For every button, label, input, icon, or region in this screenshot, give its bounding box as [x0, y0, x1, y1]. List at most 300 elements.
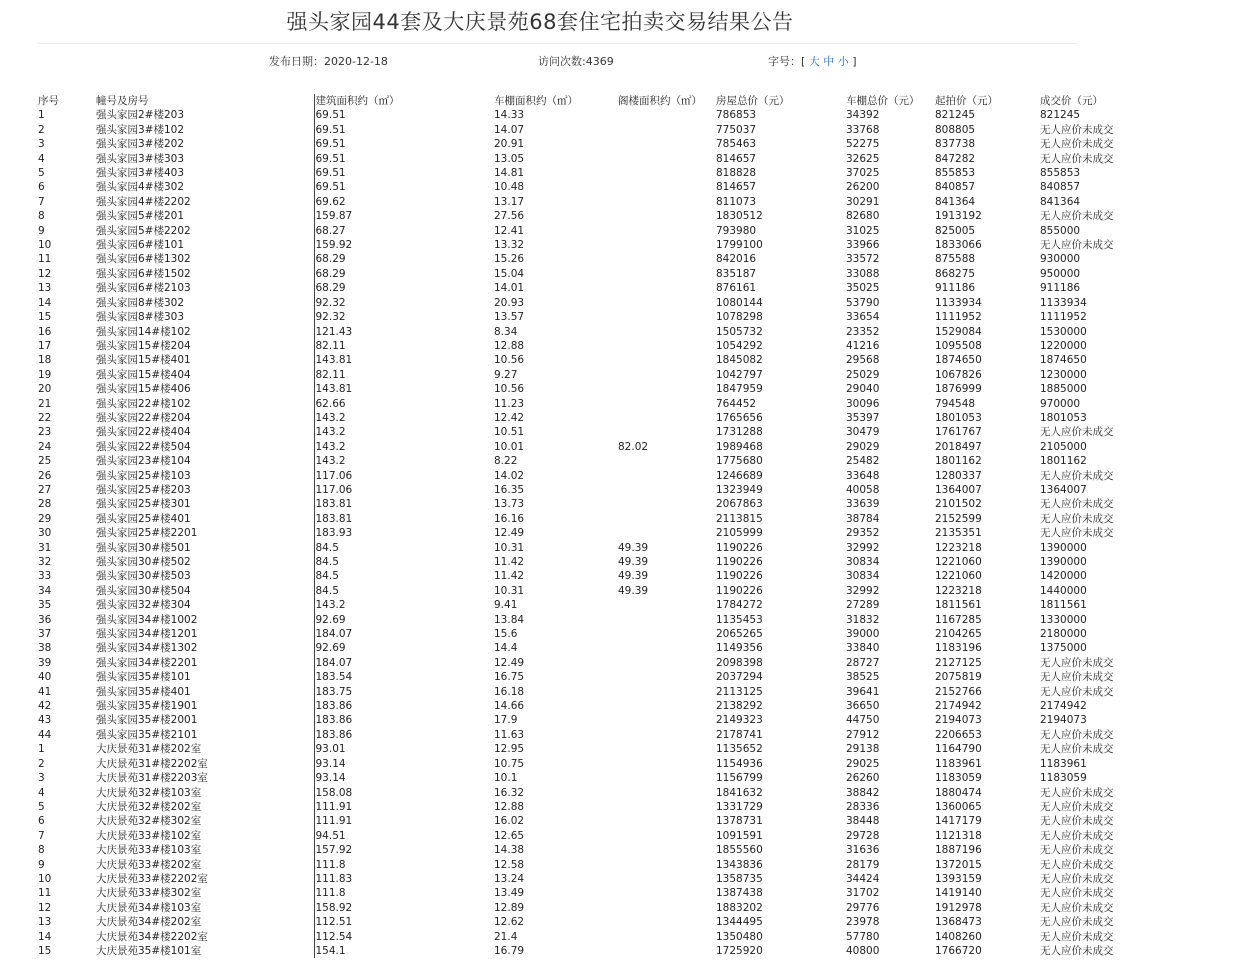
cell-index: 28 [38, 498, 52, 511]
cell-shed-area: 10.75 [494, 757, 525, 770]
cell-deal-price: 821245 [1040, 109, 1081, 122]
cell-shed-price: 33768 [846, 123, 880, 136]
cell-index: 16 [38, 325, 52, 338]
cell-index: 15 [38, 311, 52, 324]
cell-shed-price: 29029 [846, 440, 880, 453]
table-row [0, 469, 1260, 483]
cell-shed-area: 13.24 [494, 872, 525, 885]
table-row [0, 613, 1260, 627]
cell-deal-price: 无人应价未成交 [1040, 829, 1114, 842]
cell-attic-area [618, 771, 716, 785]
cell-building-area: 157.92 [314, 843, 494, 857]
cell-attic-area [618, 325, 716, 339]
cell-deal-price: 1420000 [1040, 570, 1087, 583]
cell-unit: 强头家园35#楼2001 [96, 714, 198, 727]
cell-house-price: 785463 [716, 138, 757, 151]
cell-attic-area [618, 872, 716, 886]
cell-building-area: 94.51 [314, 829, 494, 843]
cell-unit: 强头家园22#楼404 [96, 426, 191, 439]
cell-attic-area [618, 944, 716, 958]
cell-start-price: 1095508 [935, 339, 982, 352]
cell-building-area: 158.08 [314, 786, 494, 800]
cell-start-price: 840857 [935, 181, 976, 194]
table-row [0, 224, 1260, 238]
cell-index: 40 [38, 671, 52, 684]
cell-building-area: 159.87 [314, 209, 494, 223]
cell-shed-price: 82680 [846, 210, 880, 223]
table-row [0, 555, 1260, 569]
cell-index: 1 [38, 109, 45, 122]
cell-shed-price: 31832 [846, 613, 880, 626]
cell-unit: 强头家园15#楼404 [96, 368, 191, 381]
cell-building-area: 93.14 [314, 757, 494, 771]
table-row [0, 713, 1260, 727]
cell-shed-price: 29352 [846, 527, 880, 540]
cell-start-price: 875588 [935, 253, 976, 266]
cell-deal-price: 1885000 [1040, 383, 1087, 396]
cell-attic-area [618, 757, 716, 771]
cell-shed-price: 33654 [846, 311, 880, 324]
cell-house-price: 1190226 [716, 570, 763, 583]
table-row [0, 497, 1260, 511]
table-row [0, 728, 1260, 742]
cell-start-price: 2135351 [935, 527, 982, 540]
cell-deal-price: 930000 [1040, 253, 1081, 266]
cell-attic-area [618, 397, 716, 411]
cell-unit: 强头家园32#楼304 [96, 599, 191, 612]
cell-start-price: 1133934 [935, 296, 982, 309]
cell-shed-price: 29568 [846, 354, 880, 367]
cell-attic-area [618, 512, 716, 526]
cell-start-price: 1223218 [935, 541, 982, 554]
cell-deal-price: 2174942 [1040, 700, 1087, 713]
cell-house-price: 835187 [716, 267, 757, 280]
cell-deal-price: 1220000 [1040, 339, 1087, 352]
table-row [0, 425, 1260, 439]
cell-building-area: 183.86 [314, 728, 494, 742]
cell-index: 26 [38, 469, 52, 482]
cell-shed-price: 28727 [846, 656, 880, 669]
cell-attic-area [618, 469, 716, 483]
cell-deal-price: 无人应价未成交 [1040, 469, 1114, 482]
cell-shed-price: 37025 [846, 167, 880, 180]
cell-shed-area: 16.75 [494, 671, 525, 684]
cell-start-price: 1833066 [935, 239, 982, 252]
cell-attic-area [618, 526, 716, 540]
cell-unit: 强头家园3#楼102 [96, 123, 185, 136]
table-row [0, 930, 1260, 944]
cell-building-area: 143.81 [314, 353, 494, 367]
cell-deal-price: 1230000 [1040, 368, 1087, 381]
cell-building-area: 154.1 [314, 944, 494, 958]
cell-shed-price: 38448 [846, 815, 880, 828]
cell-index: 5 [38, 167, 45, 180]
cell-attic-area [618, 685, 716, 699]
header-index: 序号 [38, 95, 59, 107]
cell-deal-price: 无人应价未成交 [1040, 944, 1114, 957]
cell-shed-area: 10.56 [494, 383, 525, 396]
table-row [0, 800, 1260, 814]
cell-index: 39 [38, 656, 52, 669]
cell-house-price: 1323949 [716, 483, 763, 496]
cell-unit: 大庆景苑34#楼2202室 [96, 930, 208, 943]
cell-house-price: 1883202 [716, 901, 763, 914]
header-shed-area: 车棚面积约（㎡） [494, 95, 578, 107]
cell-shed-area: 13.49 [494, 887, 525, 900]
cell-unit: 强头家园5#楼201 [96, 210, 185, 223]
cell-deal-price: 无人应价未成交 [1040, 901, 1114, 914]
cell-house-price: 876161 [716, 282, 757, 295]
cell-unit: 强头家园8#楼303 [96, 311, 185, 324]
cell-deal-price: 2105000 [1040, 440, 1087, 453]
cell-start-price: 1121318 [935, 829, 982, 842]
cell-attic-area [618, 858, 716, 872]
cell-attic-area [618, 152, 716, 166]
table-row [0, 757, 1260, 771]
table-row [0, 915, 1260, 929]
cell-start-price: 1111952 [935, 311, 982, 324]
cell-attic-area [618, 598, 716, 612]
cell-deal-price: 1530000 [1040, 325, 1087, 338]
cell-start-price: 1417179 [935, 815, 982, 828]
cell-building-area: 69.51 [314, 166, 494, 180]
cell-shed-price: 27289 [846, 599, 880, 612]
cell-unit: 强头家园22#楼204 [96, 411, 191, 424]
cell-shed-area: 13.32 [494, 239, 525, 252]
cell-attic-area [618, 339, 716, 353]
cell-house-price: 1505732 [716, 325, 763, 338]
cell-unit: 强头家园25#楼203 [96, 483, 191, 496]
cell-index: 14 [38, 930, 52, 943]
cell-attic-area [618, 281, 716, 295]
cell-house-price: 2037294 [716, 671, 763, 684]
cell-start-price: 868275 [935, 267, 976, 280]
cell-attic-area [618, 800, 716, 814]
cell-building-area: 111.91 [314, 814, 494, 828]
cell-building-area: 69.51 [314, 180, 494, 194]
cell-building-area: 93.01 [314, 742, 494, 756]
cell-start-price: 794548 [935, 397, 976, 410]
cell-attic-area [618, 224, 716, 238]
cell-shed-area: 12.65 [494, 829, 525, 842]
cell-start-price: 2152766 [935, 685, 982, 698]
cell-start-price: 825005 [935, 224, 976, 237]
cell-house-price: 775037 [716, 123, 757, 136]
cell-unit: 大庆景苑33#楼2202室 [96, 872, 208, 885]
cell-start-price: 1368473 [935, 916, 982, 929]
cell-house-price: 1847959 [716, 383, 763, 396]
cell-shed-price: 35397 [846, 411, 880, 424]
table-row [0, 685, 1260, 699]
cell-index: 35 [38, 599, 52, 612]
cell-unit: 强头家园23#楼104 [96, 455, 191, 468]
cell-shed-area: 11.42 [494, 556, 525, 568]
cell-attic-area [618, 180, 716, 194]
cell-attic-area [618, 728, 716, 742]
table-row [0, 209, 1260, 223]
table-row [0, 108, 1260, 122]
cell-house-price: 1343836 [716, 858, 763, 871]
cell-index: 12 [38, 901, 52, 914]
cell-index: 3 [38, 138, 45, 151]
cell-shed-area: 13.73 [494, 498, 525, 511]
cell-unit: 强头家园30#楼503 [96, 570, 191, 583]
cell-shed-area: 16.79 [494, 944, 525, 957]
cell-attic-area [618, 411, 716, 425]
cell-index: 27 [38, 483, 52, 496]
page-title: 强头家园44套及大庆景苑68套住宅拍卖交易结果公告 [286, 10, 794, 34]
cell-start-price: 2075819 [935, 671, 982, 684]
table-row [0, 771, 1260, 785]
cell-building-area: 93.14 [314, 771, 494, 785]
cell-shed-price: 36650 [846, 700, 880, 713]
cell-deal-price: 无人应价未成交 [1040, 858, 1114, 871]
cell-index: 31 [38, 541, 52, 554]
cell-building-area: 183.81 [314, 497, 494, 511]
font-size-medium-link[interactable]: 中 [823, 55, 835, 68]
table-row [0, 166, 1260, 180]
cell-index: 3 [38, 772, 45, 785]
font-size-large-link[interactable]: 大 [808, 55, 820, 68]
cell-start-price: 2206653 [935, 728, 982, 741]
cell-index: 8 [38, 210, 45, 223]
cell-shed-area: 17.9 [494, 714, 518, 727]
cell-house-price: 1246689 [716, 469, 763, 482]
table-row [0, 526, 1260, 540]
cell-attic-area [618, 656, 716, 670]
cell-shed-area: 13.84 [494, 613, 525, 626]
cell-unit: 大庆景苑34#楼103室 [96, 901, 202, 914]
cell-index: 4 [38, 152, 45, 165]
cell-start-price: 1880474 [935, 786, 982, 799]
cell-start-price: 821245 [935, 109, 976, 122]
table-row [0, 267, 1260, 281]
cell-deal-price: 无人应价未成交 [1040, 152, 1114, 165]
cell-building-area: 143.2 [314, 454, 494, 468]
table-row [0, 454, 1260, 468]
cell-deal-price: 1111952 [1040, 311, 1087, 324]
table-row [0, 238, 1260, 252]
cell-house-price: 1799100 [716, 239, 763, 252]
cell-house-price: 1078298 [716, 311, 763, 324]
cell-unit: 强头家园15#楼406 [96, 383, 191, 396]
cell-unit: 强头家园35#楼101 [96, 671, 191, 684]
cell-shed-area: 9.41 [494, 599, 518, 612]
cell-unit: 强头家园8#楼302 [96, 296, 185, 309]
cell-unit: 强头家园30#楼501 [96, 541, 191, 554]
cell-shed-price: 30096 [846, 397, 880, 410]
cell-building-area: 143.2 [314, 425, 494, 439]
cell-index: 13 [38, 916, 52, 929]
cell-attic-area [618, 641, 716, 655]
cell-shed-price: 40058 [846, 483, 880, 496]
table-row [0, 843, 1260, 857]
cell-shed-price: 30834 [846, 556, 880, 568]
cell-index: 19 [38, 368, 52, 381]
cell-building-area: 143.2 [314, 440, 494, 454]
cell-house-price: 1190226 [716, 556, 763, 568]
cell-unit: 强头家园3#楼303 [96, 152, 185, 165]
cell-building-area: 84.5 [314, 555, 494, 569]
cell-house-price: 1091591 [716, 829, 763, 842]
cell-shed-area: 12.58 [494, 858, 525, 871]
table-row [0, 872, 1260, 886]
cell-house-price: 1154936 [716, 757, 763, 770]
cell-building-area: 121.43 [314, 325, 494, 339]
cell-shed-area: 15.6 [494, 628, 518, 641]
cell-house-price: 1054292 [716, 339, 763, 352]
cell-shed-price: 29040 [846, 383, 880, 396]
cell-building-area: 84.5 [314, 584, 494, 598]
cell-shed-area: 13.17 [494, 195, 525, 208]
visit-count: 访问次数:4369 [538, 55, 614, 68]
cell-shed-price: 38842 [846, 786, 880, 799]
cell-index: 10 [38, 872, 52, 885]
cell-index: 14 [38, 296, 52, 309]
cell-deal-price: 970000 [1040, 397, 1081, 410]
cell-shed-price: 30834 [846, 570, 880, 583]
cell-building-area: 62.66 [314, 397, 494, 411]
cell-building-area: 183.86 [314, 699, 494, 713]
cell-shed-price: 28179 [846, 858, 880, 871]
cell-attic-area [618, 742, 716, 756]
cell-index: 7 [38, 195, 45, 208]
cell-index: 2 [38, 123, 45, 136]
cell-building-area: 183.93 [314, 526, 494, 540]
cell-shed-price: 35025 [846, 282, 880, 295]
cell-index: 18 [38, 354, 52, 367]
cell-shed-area: 15.26 [494, 253, 525, 266]
cell-unit: 大庆景苑33#楼103室 [96, 844, 202, 857]
cell-unit: 强头家园6#楼1302 [96, 253, 191, 266]
cell-house-price: 814657 [716, 152, 757, 165]
cell-unit: 强头家园34#楼1002 [96, 613, 198, 626]
cell-house-price: 1331729 [716, 800, 763, 813]
cell-index: 7 [38, 829, 45, 842]
cell-shed-price: 31025 [846, 224, 880, 237]
font-size-small-link[interactable]: 小 [837, 55, 849, 68]
cell-building-area: 112.51 [314, 915, 494, 929]
cell-attic-area [618, 786, 716, 800]
table-row [0, 281, 1260, 295]
cell-unit: 强头家园3#楼202 [96, 138, 185, 151]
cell-start-price: 808805 [935, 123, 976, 136]
cell-unit: 大庆景苑32#楼302室 [96, 815, 202, 828]
cell-unit: 强头家园14#楼102 [96, 325, 191, 338]
cell-attic-area [618, 310, 716, 324]
cell-building-area: 183.75 [314, 685, 494, 699]
table-row [0, 440, 1260, 454]
cell-house-price: 1765656 [716, 411, 763, 424]
cell-shed-area: 11.42 [494, 570, 525, 583]
cell-start-price: 841364 [935, 195, 976, 208]
cell-start-price: 1221060 [935, 556, 982, 568]
cell-building-area: 143.2 [314, 411, 494, 425]
cell-building-area: 184.07 [314, 656, 494, 670]
cell-house-price: 1156799 [716, 772, 763, 785]
cell-shed-area: 27.56 [494, 210, 525, 223]
cell-start-price: 1164790 [935, 743, 982, 756]
table-row [0, 397, 1260, 411]
table-row [0, 670, 1260, 684]
cell-index: 38 [38, 642, 52, 655]
table-row [0, 411, 1260, 425]
cell-shed-area: 10.56 [494, 354, 525, 367]
table-header-row [0, 94, 1260, 108]
cell-house-price: 2178741 [716, 728, 763, 741]
table-row [0, 886, 1260, 900]
cell-house-price: 811073 [716, 195, 757, 208]
table-row [0, 901, 1260, 915]
cell-start-price: 1408260 [935, 930, 982, 943]
cell-deal-price: 1801162 [1040, 455, 1087, 468]
cell-shed-area: 10.31 [494, 541, 525, 554]
table-row [0, 512, 1260, 526]
cell-unit: 大庆景苑31#楼202室 [96, 743, 202, 756]
cell-attic-area [618, 368, 716, 382]
table-row [0, 310, 1260, 324]
cell-house-price: 1725920 [716, 944, 763, 957]
cell-building-area: 68.29 [314, 252, 494, 266]
cell-unit: 强头家园30#楼502 [96, 556, 191, 568]
cell-attic-area [618, 483, 716, 497]
cell-building-area: 92.69 [314, 641, 494, 655]
cell-shed-area: 12.88 [494, 339, 525, 352]
cell-house-price: 2105999 [716, 527, 763, 540]
cell-shed-price: 38525 [846, 671, 880, 684]
cell-building-area: 84.5 [314, 541, 494, 555]
cell-deal-price: 无人应价未成交 [1040, 685, 1114, 698]
table-row [0, 742, 1260, 756]
cell-shed-area: 10.48 [494, 181, 525, 194]
cell-house-price: 1830512 [716, 210, 763, 223]
cell-shed-area: 16.32 [494, 786, 525, 799]
cell-unit: 强头家园30#楼504 [96, 584, 191, 597]
cell-attic-area [618, 613, 716, 627]
cell-deal-price: 1183961 [1040, 757, 1087, 770]
cell-building-area: 82.11 [314, 339, 494, 353]
cell-building-area: 111.91 [314, 800, 494, 814]
cell-house-price: 1190226 [716, 541, 763, 554]
cell-house-price: 1731288 [716, 426, 763, 439]
cell-deal-price: 无人应价未成交 [1040, 512, 1114, 525]
cell-house-price: 1149356 [716, 642, 763, 655]
cell-shed-area: 20.91 [494, 138, 525, 151]
cell-shed-price: 29025 [846, 757, 880, 770]
cell-house-price: 2098398 [716, 656, 763, 669]
cell-index: 22 [38, 411, 52, 424]
cell-house-price: 1358735 [716, 872, 763, 885]
cell-building-area: 68.27 [314, 224, 494, 238]
cell-shed-area: 20.93 [494, 296, 525, 309]
cell-unit: 强头家园34#楼1201 [96, 628, 198, 641]
cell-shed-area: 9.27 [494, 368, 518, 381]
cell-start-price: 1393159 [935, 872, 982, 885]
cell-start-price: 847282 [935, 152, 976, 165]
cell-unit: 强头家园6#楼101 [96, 239, 185, 252]
cell-building-area: 92.32 [314, 296, 494, 310]
cell-building-area: 69.62 [314, 195, 494, 209]
cell-attic-area [618, 497, 716, 511]
cell-unit: 大庆景苑35#楼101室 [96, 944, 202, 957]
cell-deal-price: 855853 [1040, 167, 1081, 180]
cell-house-price: 1042797 [716, 368, 763, 381]
table-row [0, 569, 1260, 583]
cell-attic-area: 82.02 [618, 440, 649, 453]
cell-index: 32 [38, 556, 52, 568]
cell-attic-area [618, 829, 716, 843]
cell-deal-price: 无人应价未成交 [1040, 498, 1114, 511]
